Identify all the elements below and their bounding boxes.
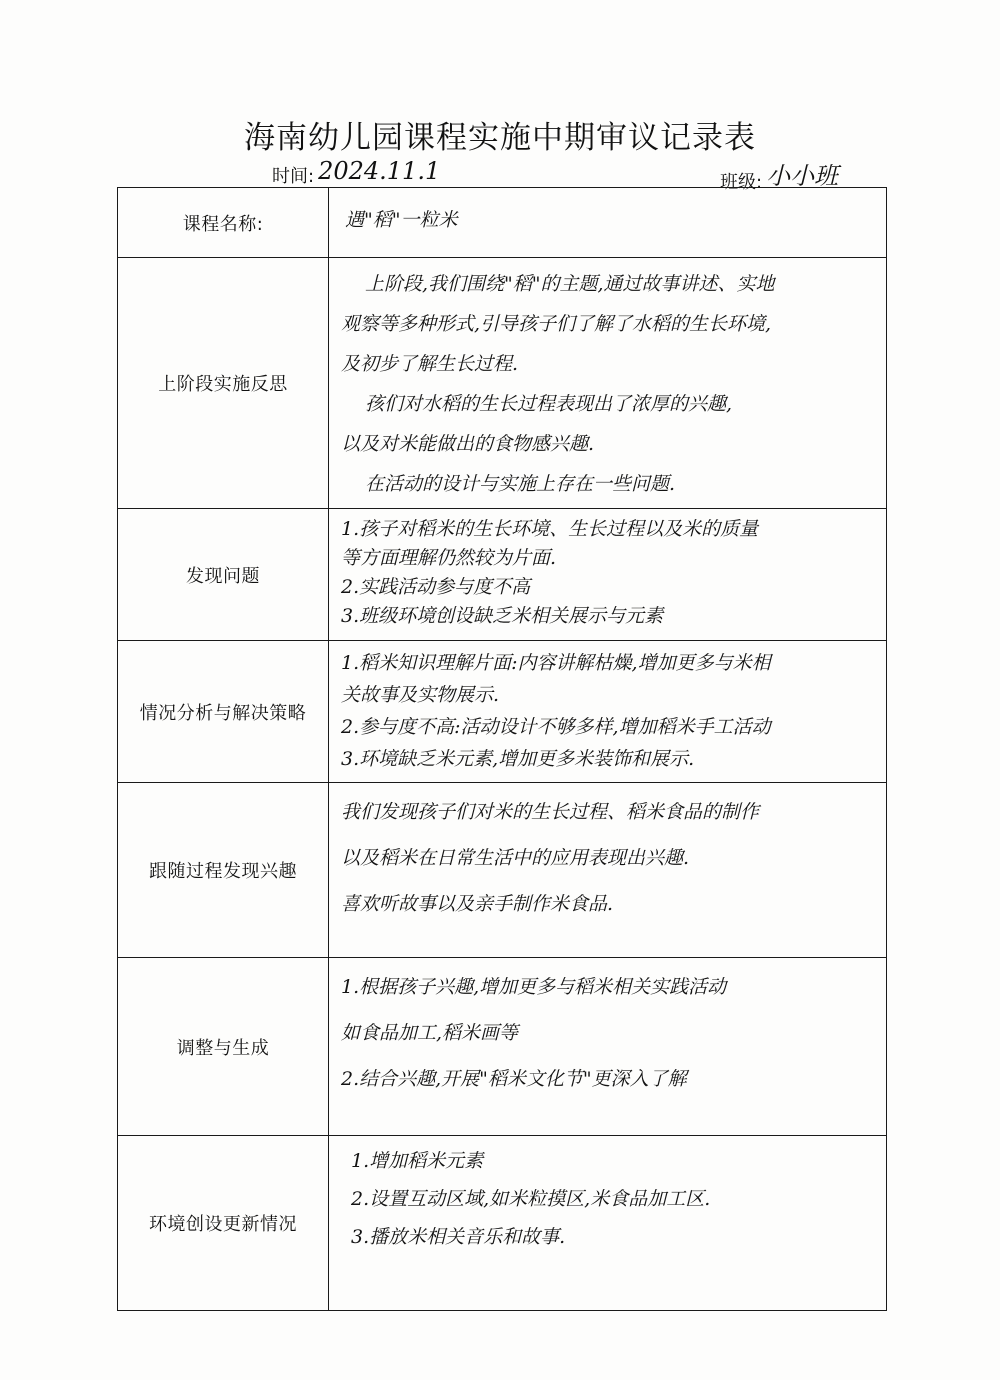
class-field (720, 160, 839, 193)
row-label: 情况分析与解决策略 (118, 641, 329, 783)
row-course-name (118, 188, 887, 258)
time-value: 2024.11.1 (318, 157, 441, 185)
row-analysis (118, 641, 887, 783)
time-field (272, 157, 441, 190)
handwritten-line: 喜欢听故事以及亲手制作米食品. (341, 893, 614, 915)
row-content (329, 1136, 887, 1311)
class-value: 小小班 (766, 162, 839, 190)
row-label: 调整与生成 (118, 958, 329, 1136)
handwritten-line: 1.增加稻米元素 (351, 1150, 484, 1172)
handwritten-line: 我们发现孩子们对米的生长过程、稻米食品的制作 (341, 801, 760, 823)
row-label: 上阶段实施反思 (118, 258, 329, 509)
row-label: 发现问题 (118, 509, 329, 641)
handwritten-line: 2.结合兴趣,开展"稻米文化节"更深入了解 (341, 1068, 687, 1090)
handwritten-line: 在活动的设计与实施上存在一些问题. (365, 473, 676, 495)
handwritten-line: 遇"稻"一粒米 (345, 209, 458, 231)
row-content (329, 258, 887, 509)
handwritten-line: 观察等多种形式,引导孩子们了解了水稻的生长环境, (341, 313, 772, 335)
time-label: 时间: (272, 166, 315, 187)
handwritten-line: 关故事及实物展示. (341, 684, 500, 706)
handwritten-line: 1.根据孩子兴趣,增加更多与稻米相关实践活动 (341, 976, 727, 998)
row-content (329, 641, 887, 783)
handwritten-line: 2.实践活动参与度不高 (341, 576, 531, 598)
handwritten-line: 等方面理解仍然较为片面. (341, 547, 557, 569)
row-content (329, 509, 887, 641)
row-content (329, 188, 887, 258)
handwritten-line: 1.孩子对稻米的生长环境、生长过程以及米的质量 (341, 518, 759, 540)
handwritten-line: 2.设置互动区域,如米粒摸区,米食品加工区. (351, 1188, 711, 1210)
record-table (117, 187, 887, 1311)
handwritten-line: 3.班级环境创设缺乏米相关展示与元素 (341, 605, 664, 627)
handwritten-line: 以及稻米在日常生活中的应用表现出兴趣. (341, 847, 690, 869)
row-label: 环境创设更新情况 (118, 1136, 329, 1311)
handwritten-line: 3.播放米相关音乐和故事. (351, 1226, 566, 1248)
row-content (329, 783, 887, 958)
row-environment (118, 1136, 887, 1311)
handwritten-line: 2.参与度不高:活动设计不够多样,增加稻米手工活动 (341, 716, 771, 738)
row-adjustment (118, 958, 887, 1136)
handwritten-line: 3.环境缺乏米元素,增加更多米装饰和展示. (341, 748, 695, 770)
class-label: 班级: (720, 172, 763, 193)
row-content (329, 958, 887, 1136)
row-label: 课程名称: (118, 188, 329, 258)
row-interests (118, 783, 887, 958)
handwritten-line: 以及对米能做出的食物感兴趣. (341, 433, 595, 455)
handwritten-line: 上阶段,我们围绕"稻"的主题,通过故事讲述、实地 (365, 273, 775, 295)
row-label: 跟随过程发现兴趣 (118, 783, 329, 958)
form-title: 海南幼儿园课程实施中期审议记录表 (244, 120, 756, 156)
row-reflection (118, 258, 887, 509)
handwritten-line: 孩们对水稻的生长过程表现出了浓厚的兴趣, (365, 393, 733, 415)
handwritten-line: 1.稻米知识理解片面:内容讲解枯燥,增加更多与米相 (341, 652, 771, 674)
handwritten-line: 如食品加工,稻米画等 (341, 1022, 519, 1044)
handwritten-line: 及初步了解生长过程. (341, 353, 519, 375)
row-problems (118, 509, 887, 641)
